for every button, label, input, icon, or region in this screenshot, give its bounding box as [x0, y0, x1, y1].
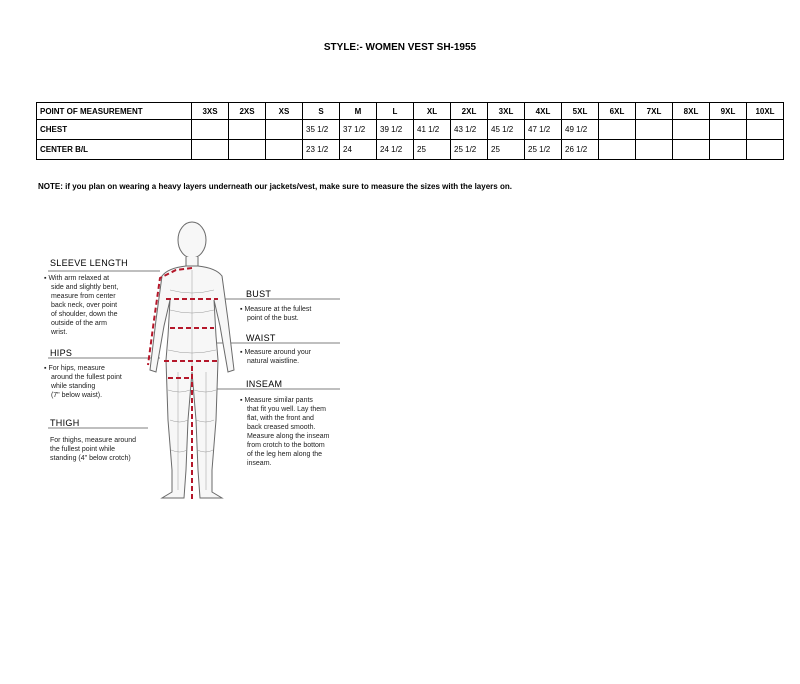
table-header-cell: 3XS — [192, 103, 229, 120]
table-cell — [229, 120, 266, 140]
table-cell — [636, 140, 673, 160]
inseam-title: INSEAM — [246, 379, 283, 389]
table-header-cell: L — [377, 103, 414, 120]
table-header-cell: 9XL — [710, 103, 747, 120]
inseam-desc-line: Measure along the inseam — [246, 433, 330, 440]
table-cell: 43 1/2 — [451, 120, 488, 140]
table-cell: CENTER B/L — [37, 140, 192, 160]
table-cell — [747, 140, 784, 160]
thigh-description — [50, 436, 136, 463]
thigh-desc-line: standing (4" below crotch) — [50, 455, 131, 462]
waist-desc-line: natural waistline. — [246, 358, 300, 365]
sleeve-length-description: ▪ With arm relaxed at side and slightly bent, measure from center back neck, over point of shoulder, down the outside of the arm wrist. — [44, 275, 119, 336]
waist-desc-line: Measure around your — [244, 349, 311, 356]
page-title: STYLE:- WOMEN VEST SH-1955 — [323, 42, 477, 53]
table-cell — [673, 140, 710, 160]
table-cell: 25 — [414, 140, 451, 160]
table-header-cell: 2XS — [229, 103, 266, 120]
hips-desc-line: For hips, measure — [48, 365, 105, 372]
table-cell: 45 1/2 — [488, 120, 525, 140]
hips-desc-line: around the fullest point — [50, 374, 122, 381]
table-cell: 26 1/2 — [562, 140, 599, 160]
table-header-cell: 5XL — [562, 103, 599, 120]
table-header-cell: 2XL — [451, 103, 488, 120]
table-cell — [636, 120, 673, 140]
sleeve-desc-line: measure from center — [50, 293, 116, 300]
thigh-desc-line: the fullest point while — [50, 446, 115, 453]
bust-description: ▪ Measure at the fullest point of the bust. — [240, 306, 312, 322]
table-cell: 41 1/2 — [414, 120, 451, 140]
sleeve-desc-line: of shoulder, down the — [50, 311, 118, 318]
inseam-desc-line: of the leg hem along the — [246, 451, 323, 458]
inseam-desc-line: inseam. — [246, 460, 272, 467]
table-cell — [747, 120, 784, 140]
table-cell — [710, 140, 747, 160]
sleeve-desc-line: outside of the arm — [50, 320, 107, 327]
inseam-description: ▪ Measure similar pants that fit you well. Lay them flat, with the front and back creased smooth. Measure along the inseam from crotch to the bottom of the leg hem along the inseam. — [240, 397, 330, 467]
table-cell — [599, 120, 636, 140]
inseam-desc-line: back creased smooth. — [246, 424, 316, 431]
inseam-desc-line: that fit you well. Lay them — [246, 406, 326, 413]
table-header-cell: XS — [266, 103, 303, 120]
table-cell: 47 1/2 — [525, 120, 562, 140]
sleeve-desc-line: back neck, over point — [50, 302, 118, 309]
sleeve-length-title: SLEEVE LENGTH — [50, 258, 128, 268]
hips-desc-line: (7" below waist). — [50, 392, 103, 399]
table-row — [37, 140, 784, 160]
table-header-cell: POINT OF MEASUREMENT — [37, 103, 192, 120]
table-cell — [192, 120, 229, 140]
table-header-cell: 8XL — [673, 103, 710, 120]
inseam-desc-line: Measure similar pants — [244, 397, 313, 404]
measurement-lines — [148, 268, 220, 500]
hips-desc-line: while standing — [50, 383, 96, 390]
table-cell: 25 1/2 — [525, 140, 562, 160]
waist-title: WAIST — [246, 333, 276, 343]
table-header-cell: M — [340, 103, 377, 120]
table-header-cell: S — [303, 103, 340, 120]
table-header-cell: 10XL — [747, 103, 784, 120]
hips-description: ▪ For hips, measure around the fullest point while standing (7" below waist). — [44, 365, 122, 399]
table-cell: 25 — [488, 140, 525, 160]
body-figure — [150, 222, 234, 498]
table-cell: 49 1/2 — [562, 120, 599, 140]
table-cell — [266, 140, 303, 160]
table-row — [37, 120, 784, 140]
table-cell: 24 — [340, 140, 377, 160]
table-header-cell: 6XL — [599, 103, 636, 120]
table-cell — [673, 120, 710, 140]
table-header-cell: 3XL — [488, 103, 525, 120]
table-cell: 25 1/2 — [451, 140, 488, 160]
table-cell — [599, 140, 636, 160]
waist-description: ▪ Measure around your natural waistline. — [240, 349, 311, 365]
table-header-cell: 7XL — [636, 103, 673, 120]
table-cell: 35 1/2 — [303, 120, 340, 140]
sleeve-desc-line: With arm relaxed at — [48, 275, 110, 282]
thigh-desc-line: For thighs, measure around — [50, 437, 136, 444]
bust-desc-line: point of the bust. — [246, 315, 299, 322]
table-header-cell: XL — [414, 103, 451, 120]
bust-title: BUST — [246, 289, 272, 299]
table-cell — [710, 120, 747, 140]
table-cell — [192, 140, 229, 160]
table-cell: CHEST — [37, 120, 192, 140]
table-cell — [266, 120, 303, 140]
table-header-cell: 4XL — [525, 103, 562, 120]
bust-desc-line: Measure at the fullest — [244, 306, 312, 313]
table-header-row — [37, 103, 784, 120]
size-chart-table — [36, 102, 784, 160]
table-cell: 39 1/2 — [377, 120, 414, 140]
inseam-desc-line: from crotch to the bottom — [246, 442, 325, 449]
thigh-title: THIGH — [50, 418, 80, 428]
layering-note: NOTE: if you plan on wearing a heavy layers underneath our jackets/vest, make sure to measure the sizes with the layers on. — [38, 182, 512, 191]
hips-title: HIPS — [50, 348, 73, 358]
table-cell — [229, 140, 266, 160]
table-cell: 24 1/2 — [377, 140, 414, 160]
table-cell: 23 1/2 — [303, 140, 340, 160]
inseam-desc-line: flat, with the front and — [246, 415, 314, 422]
sleeve-desc-line: wrist. — [50, 329, 68, 336]
table-cell: 37 1/2 — [340, 120, 377, 140]
sleeve-desc-line: side and slightly bent, — [50, 284, 119, 291]
